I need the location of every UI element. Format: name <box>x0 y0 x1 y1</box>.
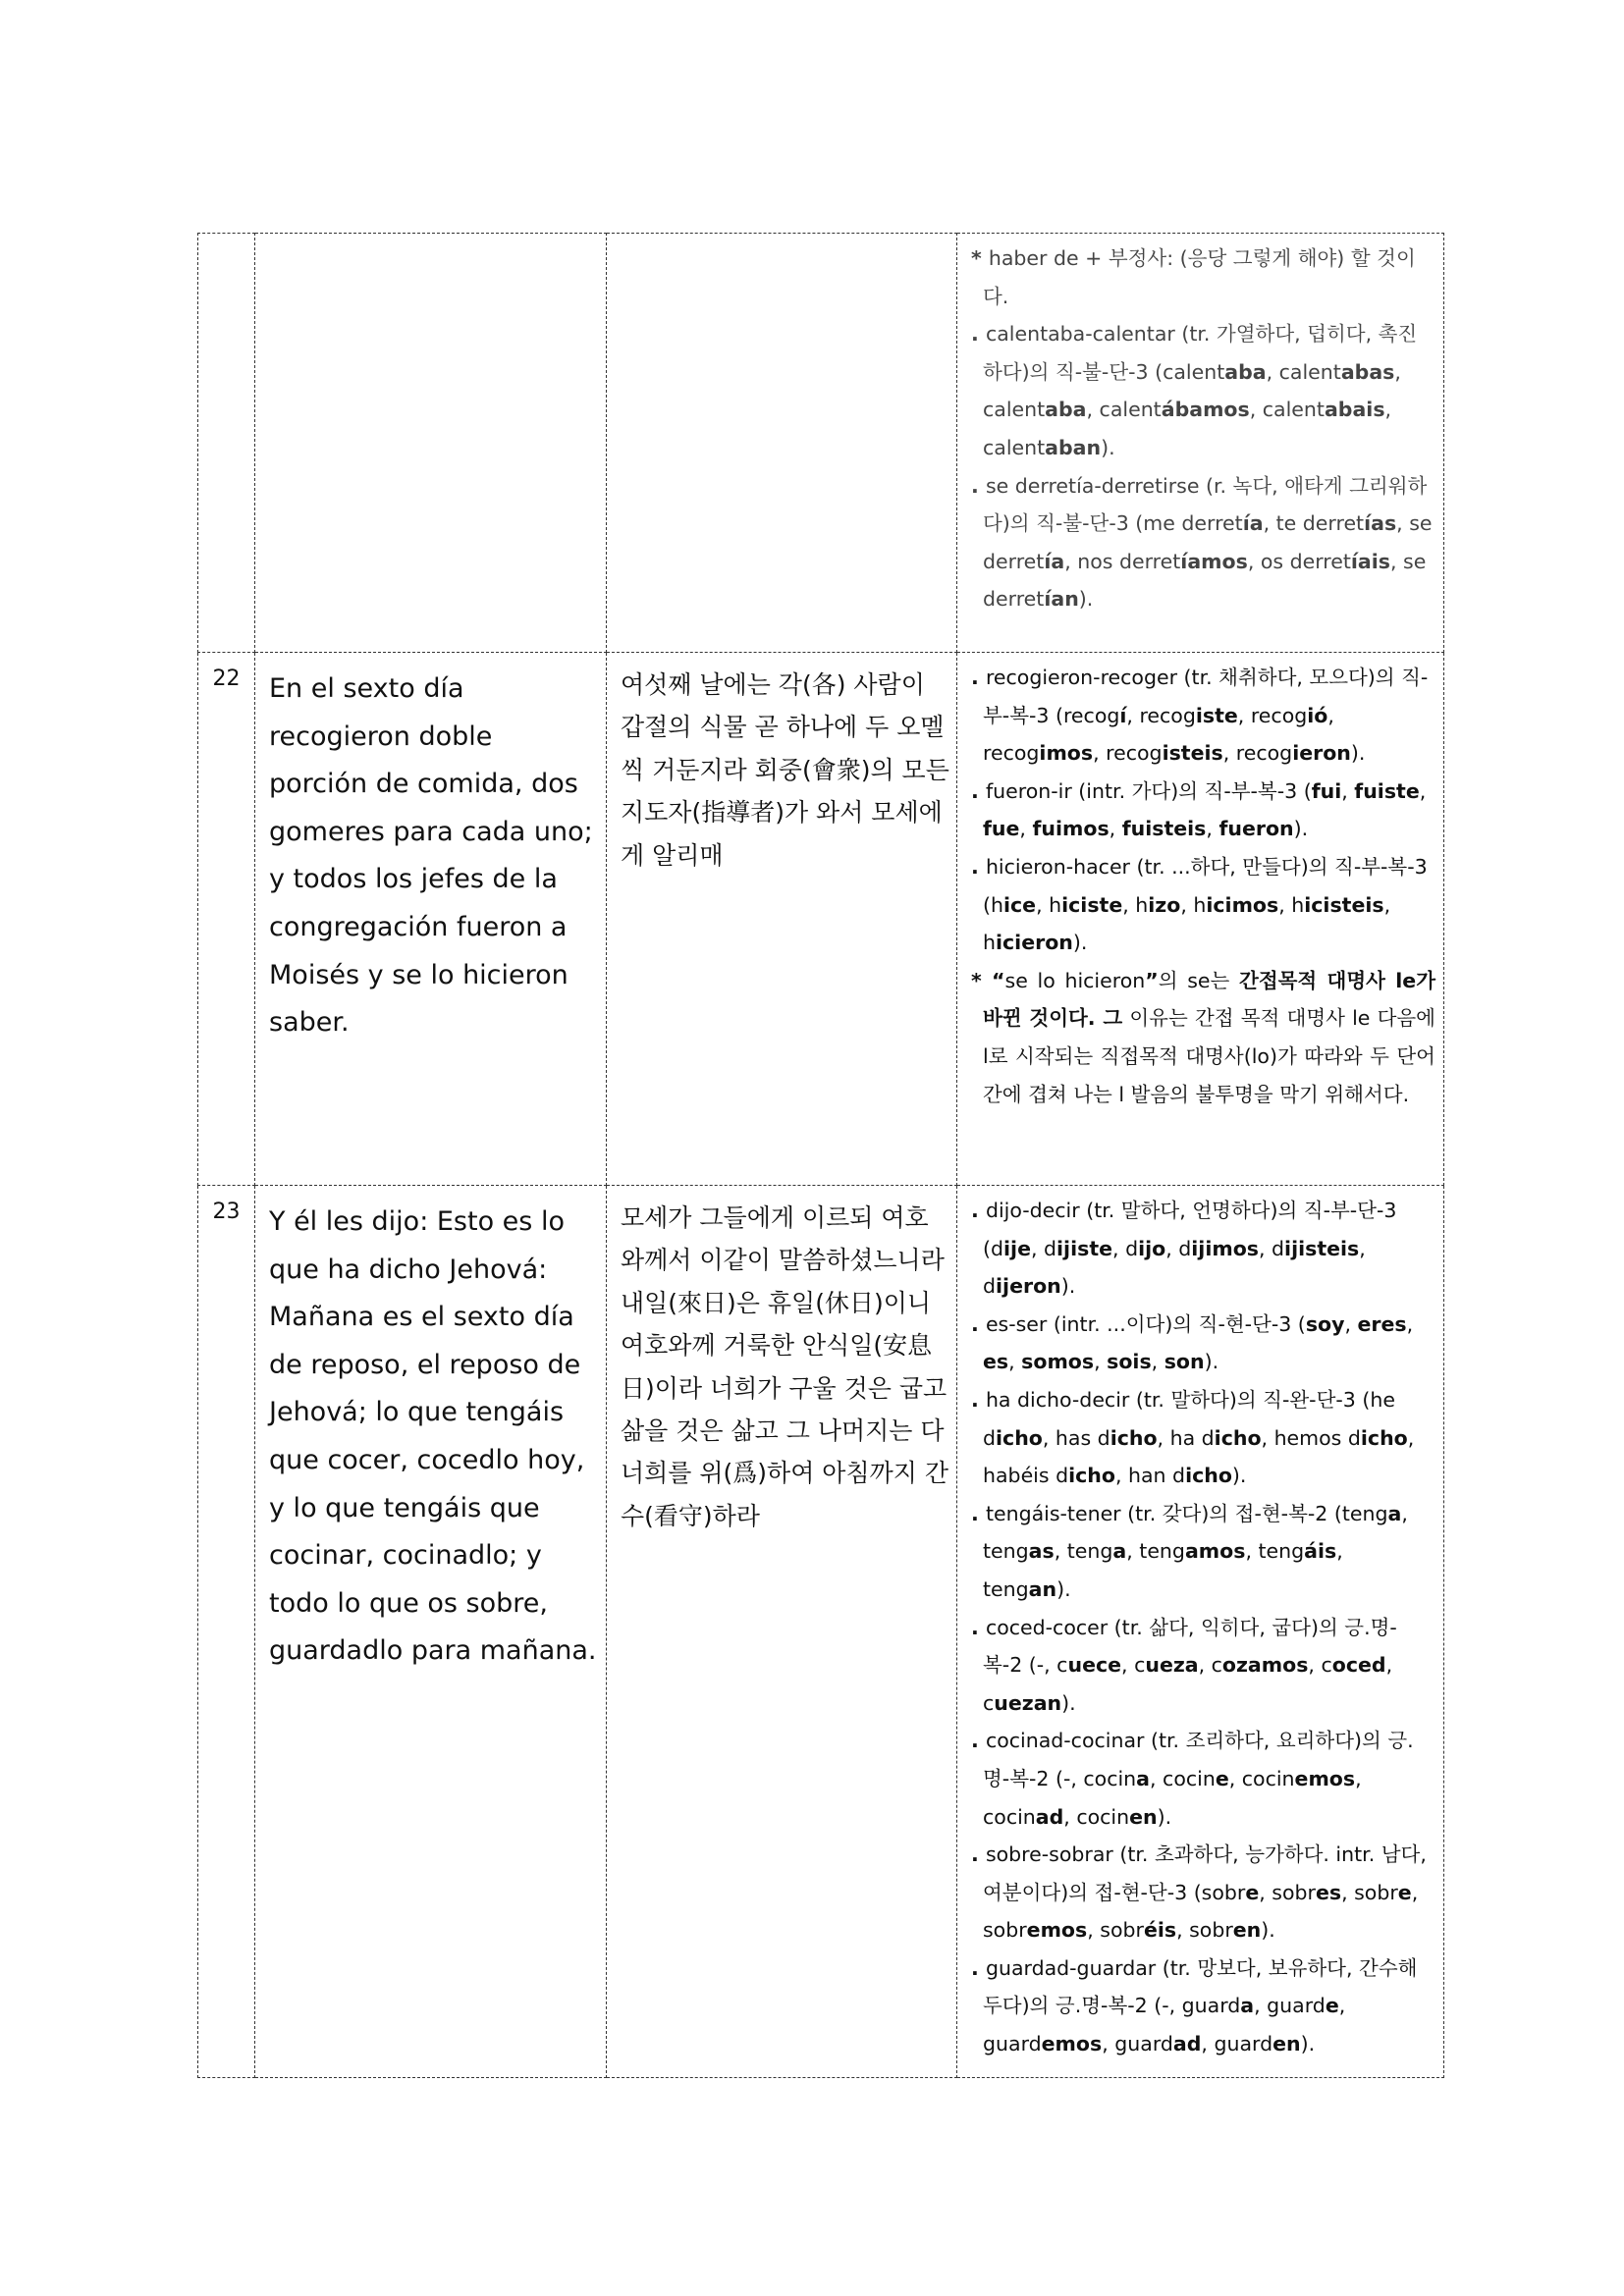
note-text: se derretía-derretirse (r. 녹다, 애타게 그리워하다)의 직-불-단-3 (me derretía, te derretías, se derretía, nos derretíamos, os derretíais, se derretían). <box>983 473 1433 612</box>
note-text: guardad-guardar (tr. 망보다, 보유하다, 간수해 두다)의 긍.명-복-2 (-, guarda, guarde, guardemos, guardad, guarden). <box>983 1955 1418 2056</box>
verse-number: 22 <box>198 653 255 1186</box>
bullet-marker: . <box>971 778 986 803</box>
korean-text <box>607 234 957 653</box>
table-row <box>198 234 1444 653</box>
note-entry <box>971 1306 1435 1381</box>
note-entry <box>971 1722 1435 1836</box>
bullet-marker: . <box>971 1842 986 1867</box>
note-text: haber de + 부정사: (응당 그렇게 해야) 할 것이다. <box>983 246 1416 308</box>
note-text: cocinad-cocinar (tr. 조리하다, 요리하다)의 긍.명-복-2 (-, cocina, cocine, cocinemos, cocinad, cocinen). <box>983 1729 1414 1829</box>
note-entry <box>971 962 1435 1113</box>
note-entry <box>971 315 1435 466</box>
note-text: “se lo hicieron”의 se는 간접목적 대명사 le가 바뀐 것이다. 그 이유는 간접 목적 대명사 le 다음에 l로 시작되는 직접목적 대명사(lo)가 따라와 두 단어 간에 겹쳐 나는 l 발음의 불투명을 막기 위해서다. <box>983 968 1436 1106</box>
note-text: sobre-sobrar (tr. 초과하다, 능가하다. intr. 남다, 여분이다)의 접-현-단-3 (sobre, sobres, sobre, sobremos, sobréis, sobren). <box>983 1842 1427 1943</box>
note-text: fueron-ir (intr. 가다)의 직-부-복-3 (fui, fuiste, fue, fuimos, fuisteis, fueron). <box>983 778 1427 841</box>
spanish-text: En el sexto día recogieron doble porción de comida, dos gomeres para cada uno; y todos los jefes de la congregación fueron a Moisés y se lo hicieron saber. <box>255 653 607 1186</box>
spanish-text: Y él les dijo: Esto es lo que ha dicho Jehová: Mañana es el sexto día de reposo, el reposo de Jehová; lo que tengáis que cocer, cocedlo hoy, y lo que tengáis que cocinar, cocinadlo; y todo lo que os sobre, guardadlo para mañana. <box>255 1186 607 2078</box>
grammar-notes <box>957 1186 1444 2078</box>
bullet-marker: . <box>971 1955 986 1980</box>
note-entry <box>971 1609 1435 1723</box>
note-entry <box>971 1192 1435 1306</box>
korean-text: 여섯째 날에는 각(各) 사람이 갑절의 식물 곧 하나에 두 오멜씩 거둔지라 회중(會衆)의 모든 지도자(指導者)가 와서 모세에게 알리매 <box>607 653 957 1186</box>
asterisk-marker: * <box>971 246 989 270</box>
asterisk-marker: * <box>971 968 993 992</box>
grammar-notes <box>957 653 1444 1186</box>
note-entry <box>971 773 1435 848</box>
verse-number <box>198 234 255 653</box>
bullet-marker: . <box>971 1501 986 1525</box>
bullet-marker: . <box>971 473 986 498</box>
verse-number: 23 <box>198 1186 255 2078</box>
note-entry <box>971 1949 1435 2063</box>
note-entry <box>971 1836 1435 1949</box>
note-text: dijo-decir (tr. 말하다, 언명하다)의 직-부-단-3 (dije, dijiste, dijo, dijimos, dijisteis, dijeron). <box>983 1199 1397 1299</box>
note-text: calentaba-calentar (tr. 가열하다, 덥히다, 촉진하다)의 직-불-단-3 (calentaba, calentabas, calentaba, calentábamos, calentabais, calentaban). <box>983 322 1418 459</box>
note-text: hicieron-hacer (tr. ...하다, 만들다)의 직-부-복-3 (hice, hiciste, hizo, hicimos, hicisteis, hicieron). <box>983 854 1428 955</box>
bullet-marker: . <box>971 1615 986 1639</box>
spanish-text <box>255 234 607 653</box>
bullet-marker: . <box>971 854 986 879</box>
note-text: ha dicho-decir (tr. 말하다)의 직-완-단-3 (he dicho, has dicho, ha dicho, hemos dicho, habéis dicho, han dicho). <box>983 1387 1415 1488</box>
note-entry <box>971 240 1435 315</box>
bullet-marker: . <box>971 1729 986 1753</box>
note-entry <box>971 659 1435 773</box>
note-entry <box>971 848 1435 962</box>
table-row <box>198 653 1444 1186</box>
bullet-marker: . <box>971 322 986 347</box>
korean-text: 모세가 그들에게 이르되 여호와께서 이같이 말씀하셨느니라 내일(來日)은 휴일(休日)이니 여호와께 거룩한 안식일(安息日)이라 너희가 구울 것은 굽고 삶을 것은 삶고 그 나머지는 다 너희를 위(爲)하여 아침까지 간수(看守)하라 <box>607 1186 957 2078</box>
bullet-marker: . <box>971 1311 986 1336</box>
bullet-marker: . <box>971 1387 986 1412</box>
grammar-notes <box>957 234 1444 653</box>
bible-verse-study-table <box>197 233 1444 2078</box>
note-text: es-ser (intr. ...이다)의 직-현-단-3 (soy, eres, es, somos, sois, son). <box>983 1311 1414 1374</box>
note-entry <box>971 467 1435 618</box>
note-entry <box>971 1495 1435 1609</box>
bullet-marker: . <box>971 666 986 689</box>
note-entry <box>971 1381 1435 1495</box>
note-text: tengáis-tener (tr. 갖다)의 접-현-복-2 (tenga, tengas, tenga, tengamos, tengáis, tengan). <box>983 1501 1408 1601</box>
note-text: coced-cocer (tr. 삶다, 익히다, 굽다)의 긍.명-복-2 (-, cuece, cueza, cozamos, coced, cuezan). <box>983 1615 1397 1715</box>
note-text: recogieron-recoger (tr. 채취하다, 모으다)의 직-부-복-3 (recogí, recogiste, recogió, recogimos, recogisteis, recogieron). <box>983 666 1429 766</box>
table-row <box>198 1186 1444 2078</box>
bullet-marker: . <box>971 1199 986 1222</box>
